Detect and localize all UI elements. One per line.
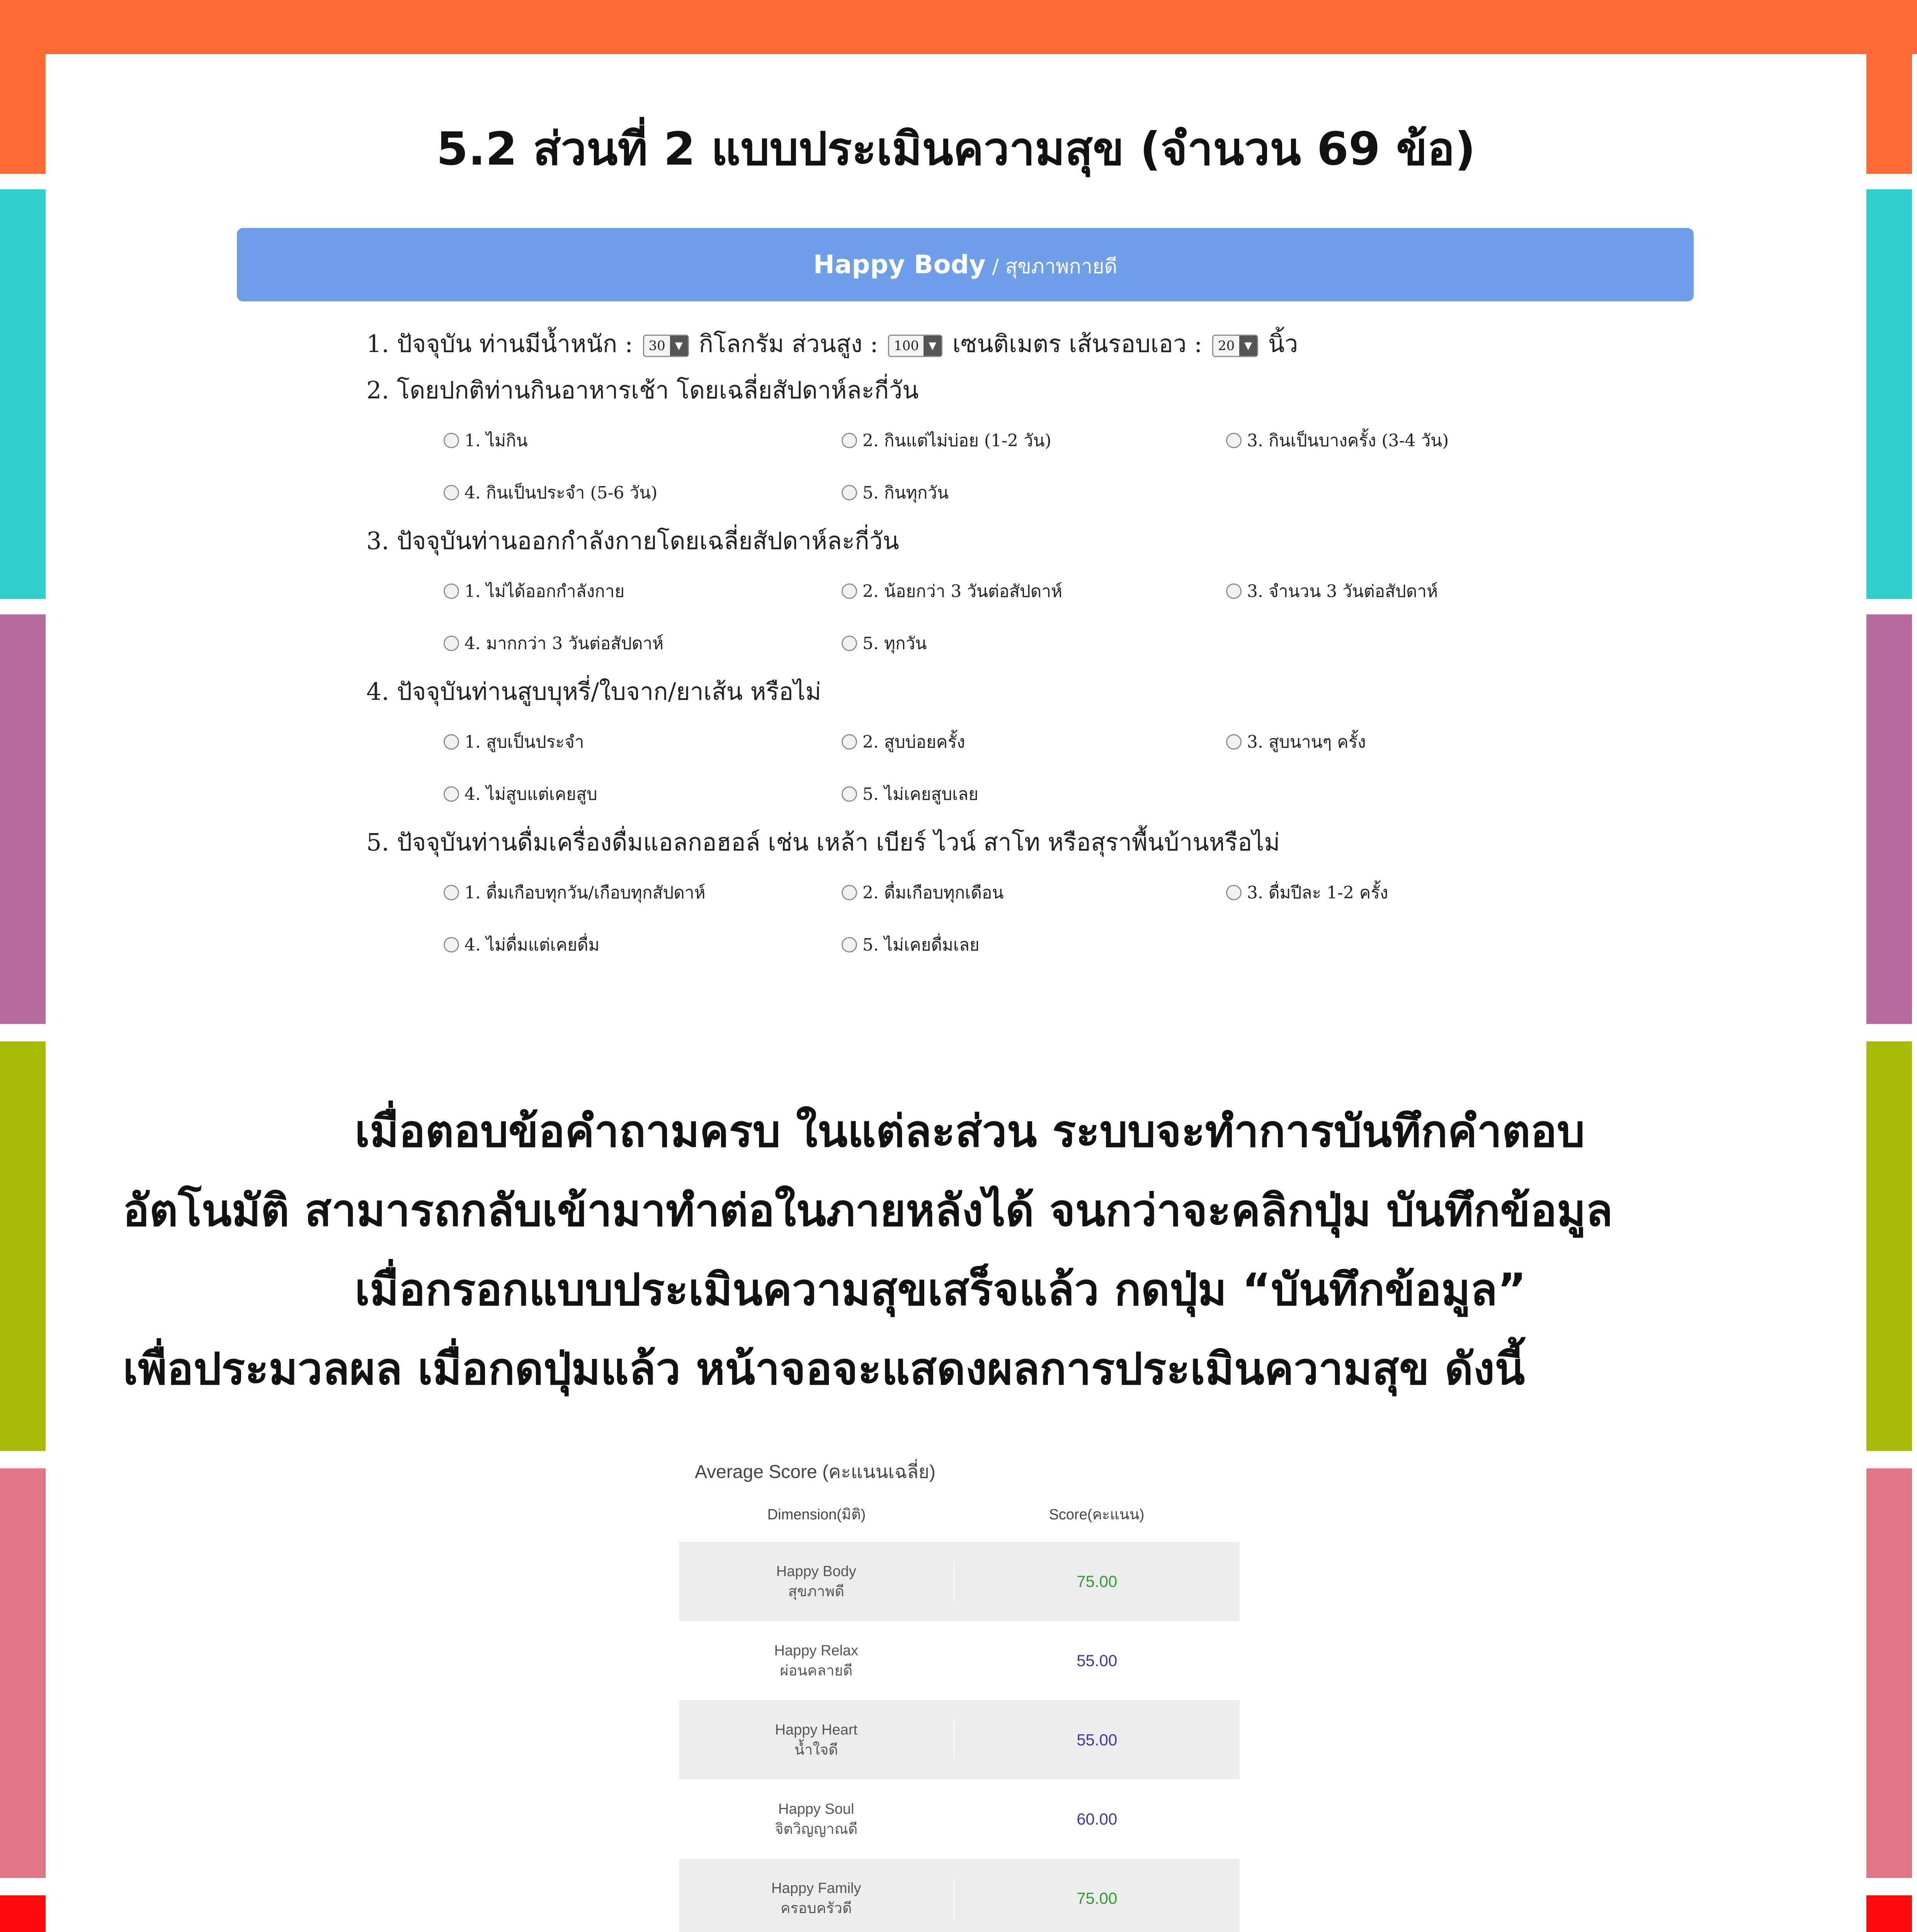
question-1-prefix: 1. ปัจจุบัน ท่านมีน้ำหนัก :	[366, 330, 633, 358]
score-rows	[679, 1542, 1240, 1932]
score-column-header: Score(คะแนน)	[1049, 1507, 1145, 1523]
score-table-header	[679, 1499, 1240, 1542]
dimension-name-th: ผ่อนคลายดี	[780, 1662, 853, 1679]
dimension-name-th: น้ำใจดี	[794, 1742, 838, 1758]
right-color-strip	[1866, 1468, 1912, 1878]
option-label: 5. ไม่เคยดื่มเลย	[862, 935, 980, 955]
weight-select[interactable]	[643, 335, 689, 357]
radio-option[interactable]	[444, 931, 599, 958]
score-value: 55.00	[1077, 1651, 1118, 1670]
section-title-en: Happy Body	[813, 250, 986, 279]
score-value: 75.00	[1077, 1889, 1118, 1907]
table-row	[679, 1621, 1240, 1700]
dimension-cell	[679, 1641, 954, 1681]
options-row	[366, 866, 1796, 918]
radio-option[interactable]	[444, 427, 528, 454]
radio-button[interactable]	[1226, 433, 1242, 448]
radio-button[interactable]	[444, 485, 459, 500]
weight-value: 30	[648, 338, 665, 354]
left-color-strip	[0, 0, 46, 174]
option-label: 3. สูบนานๆ ครั้ง	[1247, 732, 1366, 752]
right-color-strip	[1866, 614, 1912, 1024]
option-label: 5. กินทุกวัน	[862, 483, 949, 503]
section-title-separator: /	[985, 255, 1005, 278]
radio-button[interactable]	[444, 583, 459, 599]
dimension-name-en: Happy Body	[776, 1563, 856, 1580]
radio-option[interactable]	[842, 479, 949, 506]
dropdown-arrow-icon: ▼	[924, 336, 941, 356]
score-table-title: Average Score (คะแนนเฉลี่ย)	[695, 1462, 936, 1482]
waist-value: 20	[1218, 338, 1235, 354]
average-score-table	[679, 1453, 1240, 1932]
score-value: 60.00	[1077, 1810, 1118, 1828]
option-label: 1. ไม่ได้ออกกำลังกาย	[464, 582, 625, 601]
option-label: 1. สูบเป็นประจำ	[464, 732, 584, 752]
option-label: 4. มากกว่า 3 วันต่อสัปดาห์	[464, 634, 664, 653]
radio-option[interactable]	[842, 781, 978, 808]
dimension-name-en: Happy Family	[771, 1880, 861, 1896]
question-4: 4. ปัจจุบันท่านสูบบุหรี่/ใบจาก/ยาเส้น หรือไม่	[366, 677, 822, 706]
options-row	[366, 767, 1796, 819]
question-2: 2. โดยปกติท่านกินอาหารเช้า โดยเฉลี่ยสัปดาห์ละกี่วัน	[366, 376, 919, 404]
radio-button[interactable]	[842, 734, 857, 750]
paragraph-text: เมื่อกรอกแบบประเมินความสุขเสร็จแล้ว กดปุ่ม “บันทึกข้อมูล”	[355, 1264, 1526, 1315]
radio-option[interactable]	[1226, 427, 1449, 454]
section-title-th: สุขภาพกายดี	[1005, 255, 1118, 278]
radio-option[interactable]	[842, 427, 1051, 454]
radio-option[interactable]	[842, 728, 965, 755]
radio-button[interactable]	[444, 786, 459, 802]
dimension-name-en: Happy Heart	[775, 1721, 857, 1738]
radio-button[interactable]	[1226, 734, 1242, 750]
question-1-suffix: นิ้ว	[1268, 330, 1298, 358]
option-label: 3. กินเป็นบางครั้ง (3-4 วัน)	[1247, 431, 1449, 451]
option-label: 4. ไม่ดื่มแต่เคยดื่ม	[464, 935, 600, 955]
radio-button[interactable]	[1226, 583, 1242, 599]
radio-option[interactable]	[842, 630, 927, 657]
option-label: 3. จำนวน 3 วันต่อสัปดาห์	[1247, 582, 1438, 601]
radio-button[interactable]	[444, 734, 459, 750]
left-color-strip	[0, 189, 46, 599]
right-color-strip	[1866, 1895, 1912, 1932]
right-color-strip	[1866, 1041, 1912, 1451]
radio-option[interactable]	[444, 479, 657, 506]
radio-option[interactable]	[1226, 728, 1366, 755]
left-color-strip	[0, 1895, 46, 1932]
radio-button[interactable]	[842, 433, 857, 448]
radio-button[interactable]	[842, 937, 857, 952]
option-label: 2. กินแต่ไม่บ่อย (1-2 วัน)	[862, 431, 1051, 451]
table-row	[679, 1700, 1240, 1779]
radio-button[interactable]	[444, 636, 459, 651]
option-label: 4. กินเป็นประจำ (5-6 วัน)	[464, 483, 658, 503]
table-row	[679, 1542, 1240, 1621]
option-label: 4. ไม่สูบแต่เคยสูบ	[464, 784, 597, 804]
top-color-band	[0, 0, 1917, 54]
options-row	[366, 466, 1796, 518]
radio-button[interactable]	[444, 433, 459, 448]
page-title: 5.2 ส่วนที่ 2 แบบประเมินความสุข (จำนวน 69 ข้อ)	[436, 122, 1476, 175]
options-row	[366, 616, 1796, 668]
question-3: 3. ปัจจุบันท่านออกกำลังกายโดยเฉลี่ยสัปดาห์ละกี่วัน	[366, 527, 899, 555]
radio-button[interactable]	[842, 786, 857, 802]
table-row	[679, 1779, 1240, 1859]
height-value: 100	[894, 338, 919, 354]
option-label: 5. ทุกวัน	[862, 634, 927, 653]
question-1-mid2: เซนติเมตร เส้นรอบเอว :	[952, 330, 1203, 358]
questionnaire-form	[366, 321, 1796, 970]
radio-option[interactable]	[444, 781, 597, 808]
radio-button[interactable]	[842, 485, 857, 500]
dimension-name-en: Happy Relax	[774, 1642, 859, 1659]
radio-option[interactable]	[444, 728, 584, 755]
dimension-cell	[679, 1799, 954, 1839]
instruction-paragraph-1	[123, 1092, 1788, 1250]
radio-option[interactable]	[842, 879, 1004, 906]
paragraph-text: เมื่อตอบข้อคำถามครบ ในแต่ละส่วน ระบบจะทำการบันทึกคำตอบ	[355, 1105, 1585, 1157]
dimension-name-th: ครอบครัวดี	[780, 1900, 852, 1917]
question-1-mid1: กิโลกรัม ส่วนสูง :	[699, 330, 878, 358]
score-value: 55.00	[1077, 1730, 1118, 1749]
paragraph-line	[123, 1250, 1788, 1329]
section-header	[237, 228, 1694, 301]
table-row	[679, 1859, 1240, 1932]
dimension-cell	[679, 1561, 954, 1602]
radio-button[interactable]	[842, 885, 857, 900]
option-label: 2. ดื่มเกือบทุกเดือน	[862, 883, 1004, 903]
question-1	[366, 321, 1796, 367]
dimension-cell	[679, 1878, 954, 1918]
page-content	[46, 54, 1866, 1932]
options-row	[366, 918, 1796, 970]
waist-select[interactable]	[1212, 335, 1258, 357]
radio-option[interactable]	[842, 931, 980, 958]
left-color-strip	[0, 1041, 46, 1451]
radio-option[interactable]	[1226, 879, 1388, 906]
radio-button[interactable]	[444, 937, 459, 952]
radio-option[interactable]	[444, 578, 624, 605]
radio-option[interactable]	[1226, 578, 1438, 605]
options-row	[366, 715, 1796, 767]
radio-button[interactable]	[842, 636, 857, 651]
height-select[interactable]	[888, 335, 942, 357]
dimension-name-en: Happy Soul	[778, 1801, 854, 1817]
left-color-strip	[0, 614, 46, 1024]
option-label: 1. ดื่มเกือบทุกวัน/เกือบทุกสัปดาห์	[464, 883, 706, 903]
option-label: 3. ดื่มปีละ 1-2 ครั้ง	[1247, 883, 1388, 903]
radio-button[interactable]	[1226, 885, 1242, 900]
radio-option[interactable]	[842, 578, 1062, 605]
option-label: 2. สูบบ่อยครั้ง	[862, 732, 965, 752]
option-label: 2. น้อยกว่า 3 วันต่อสัปดาห์	[862, 582, 1063, 601]
paragraph-line	[123, 1092, 1788, 1171]
radio-button[interactable]	[842, 583, 857, 599]
instruction-paragraph-2	[123, 1250, 1788, 1408]
radio-button[interactable]	[444, 885, 459, 900]
options-row	[366, 564, 1796, 616]
paragraph-line: เพื่อประมวลผล เมื่อกดปุ่มแล้ว หน้าจอจะแสดงผลการประเมินความสุข ดังนี้	[123, 1343, 1525, 1395]
radio-option[interactable]	[444, 630, 663, 657]
score-value: 75.00	[1077, 1572, 1118, 1590]
dimension-name-th: จิตวิญญาณดี	[775, 1821, 858, 1837]
left-color-strip	[0, 1468, 46, 1878]
option-label: 1. ไม่กิน	[464, 431, 528, 451]
dimension-cell	[679, 1720, 954, 1760]
right-color-strip	[1866, 189, 1912, 599]
radio-option[interactable]	[444, 879, 706, 906]
question-5: 5. ปัจจุบันท่านดื่มเครื่องดื่มแอลกอฮอล์ เช่น เหล้า เบียร์ ไวน์ สาโท หรือสุราพื้นบ้านหรือไม่	[366, 828, 1280, 856]
dropdown-arrow-icon: ▼	[670, 336, 688, 356]
dimension-column-header: Dimension(มิติ)	[767, 1507, 866, 1523]
options-row	[366, 413, 1796, 466]
option-label: 5. ไม่เคยสูบเลย	[862, 784, 978, 804]
dropdown-arrow-icon: ▼	[1239, 336, 1257, 356]
right-color-strip	[1866, 0, 1912, 174]
paragraph-line: อัตโนมัติ สามารถกลับเข้ามาทำต่อในภายหลังได้ จนกว่าจะคลิกปุ่ม บันทึกข้อมูล	[123, 1185, 1613, 1236]
dimension-name-th: สุขภาพดี	[788, 1583, 844, 1600]
